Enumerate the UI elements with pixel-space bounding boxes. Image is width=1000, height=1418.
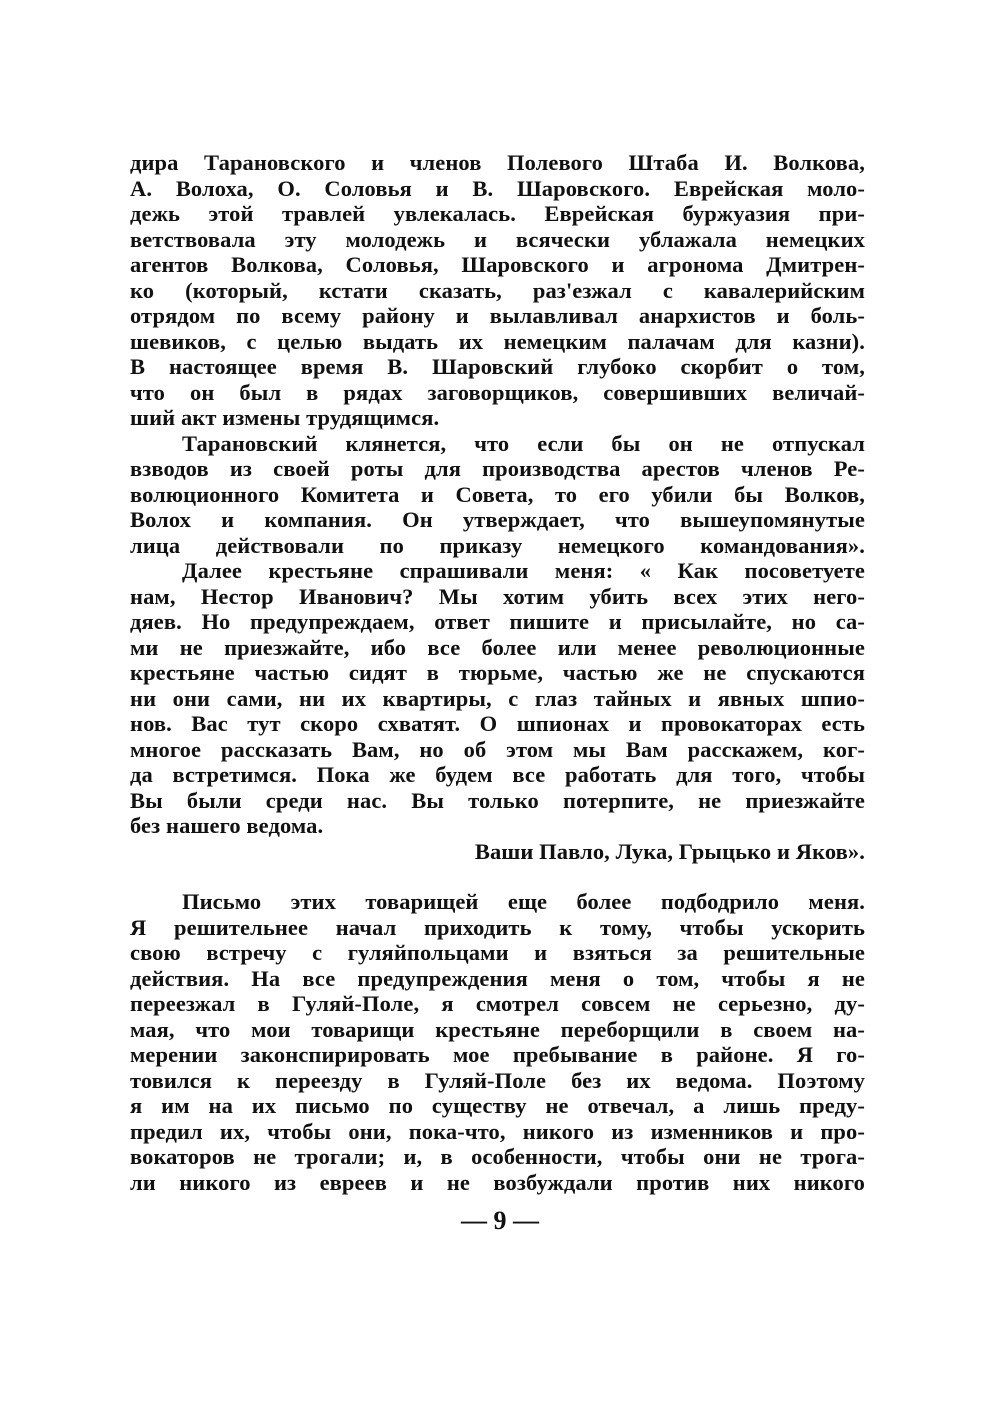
text-line: Я решительнее начал приходить к тому, чтобы ускорить <box>130 914 865 940</box>
page-body <box>130 150 865 1195</box>
text-line: дира Тарановского и членов Полевого Штаба И. Волкова, <box>130 150 865 175</box>
text-line: ни они сами, ни их квартиры, с глаз тайных и явных шпио- <box>130 685 865 711</box>
text-line: ли никого из евреев и не возбуждали против них никого <box>130 1169 865 1195</box>
text-line: шевиков, с целью выдать их немецким палачам для казни). <box>130 328 865 354</box>
text-block-letter <box>130 150 865 864</box>
text-line: мая, что мои товарищи крестьяне переборщили в своем на- <box>130 1016 865 1042</box>
text-line: отрядом по всему району и вылавливал анархистов и боль- <box>130 303 865 328</box>
text-line: В настоящее время В. Шаровский глубоко скорбит о том, <box>130 354 865 379</box>
text-line: А. Волоха, О. Соловья и В. Шаровского. Еврейская моло- <box>130 175 865 201</box>
text-line: Письмо этих товарищей еще более подбодрило меня. <box>182 889 865 914</box>
text-line: вокаторов не трогали; и, в особенности, чтобы они не трога- <box>130 1144 865 1169</box>
text-line: действия. На все предупреждения меня о том, чтобы я не <box>130 965 865 991</box>
text-line: многое рассказать Вам, но об этом мы Вам расскажем, ког- <box>130 736 865 762</box>
text-line: Ваши Павло, Лука, Грыцько и Яков». <box>474 838 865 864</box>
text-line: предил их, чтобы они, пока-что, никого из изменников и про- <box>130 1118 865 1144</box>
text-line: без нашего ведома. <box>130 813 324 838</box>
text-line: ко (который, кстати сказать, раз'езжал с кавалерийским <box>130 277 865 303</box>
text-line: дяев. Но предупреждаем, ответ пишите и присылайте, но са- <box>130 609 865 634</box>
text-line: лица действовали по приказу немецкого командования». <box>130 532 865 558</box>
text-line: свою встречу с гуляйпольцами и взяться за решительные <box>130 940 865 965</box>
text-line: крестьяне частью сидят в тюрьме, частью же не спускаются <box>130 660 865 685</box>
paragraph-gap <box>130 864 865 889</box>
text-line: да встретимся. Пока же будем все работать для того, чтобы <box>130 762 865 787</box>
text-line: ветствовала эту молодежь и всячески ублажала немецких <box>130 226 865 252</box>
text-line: Волох и компания. Он утверждает, что вышеупомянутые <box>130 507 865 532</box>
text-line: что он был в рядах заговорщиков, совершивших величай- <box>130 379 865 405</box>
text-line: ший акт измены трудящимся. <box>130 405 440 430</box>
text-line: взводов из своей роты для производства арестов членов Ре- <box>130 456 865 481</box>
text-line: нам, Нестор Иванович? Мы хотим убить всех этих него- <box>130 583 865 609</box>
text-line: агентов Волкова, Соловья, Шаровского и агронома Дмитрен- <box>130 252 865 277</box>
text-line: Далее крестьяне спрашивали меня: « Как посоветуете <box>182 558 865 583</box>
text-line: дежь этой травлей увлекалась. Еврейская буржуазия при- <box>130 201 865 226</box>
text-line: переезжал в Гуляй-Поле, я смотрел совсем не серьезно, ду- <box>130 991 865 1016</box>
text-line: нов. Вас тут скоро схватят. О шпионах и провокаторах есть <box>130 711 865 736</box>
text-block-narrative <box>130 889 865 1195</box>
text-line: мерении законспирировать мое пребывание в районе. Я го- <box>130 1042 865 1067</box>
text-line: товился к переезду в Гуляй-Поле без их ведома. Поэтому <box>130 1067 865 1093</box>
text-line: волюционного Комитета и Совета, то его убили бы Волков, <box>130 481 865 507</box>
text-line: Тарановский клянется, что если бы он не отпускал <box>182 430 865 456</box>
page-number: — 9 — <box>461 1206 539 1235</box>
text-line: Вы были среди нас. Вы только потерпите, не приезжайте <box>130 787 865 813</box>
text-line: ми не приезжайте, ибо все более или менее революционные <box>130 634 865 660</box>
text-line: я им на их письмо по существу не отвечал, а лишь преду- <box>130 1093 865 1118</box>
